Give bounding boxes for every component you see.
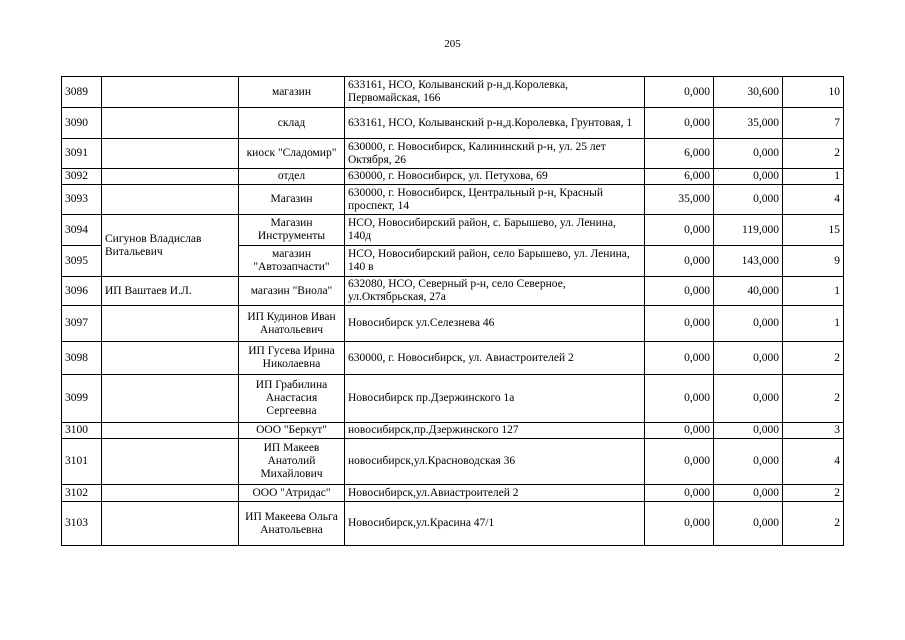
address-cell: Новосибирск ул.Селезнева 46 <box>345 306 645 342</box>
value1-cell: 0,000 <box>645 108 714 139</box>
value2-cell: 0,000 <box>714 169 783 185</box>
value1-cell: 0,000 <box>645 502 714 546</box>
address-cell: новосибирск,пр.Дзержинского 127 <box>345 423 645 439</box>
address-cell: 630000, г. Новосибирск, Калининский р-н, ул. 25 лет Октября, 26 <box>345 139 645 169</box>
page-number: 205 <box>444 38 461 50</box>
owner-cell <box>102 139 239 169</box>
table-row <box>62 185 844 215</box>
address-cell: НСО, Новосибирский район, село Барышево, ул. Ленина, 140 в <box>345 246 645 277</box>
owner-cell: ИП Ваштаев И.Л. <box>102 277 239 306</box>
registry-table <box>61 76 844 546</box>
table-row <box>62 485 844 502</box>
value3-cell: 7 <box>783 108 844 139</box>
address-cell: 630000, г. Новосибирск, ул. Петухова, 69 <box>345 169 645 185</box>
value3-cell: 10 <box>783 77 844 108</box>
owner-cell <box>102 185 239 215</box>
row-number-cell: 3095 <box>62 246 102 277</box>
owner-cell <box>102 108 239 139</box>
value2-cell: 0,000 <box>714 342 783 375</box>
row-number-cell: 3091 <box>62 139 102 169</box>
row-number-cell: 3093 <box>62 185 102 215</box>
owner-cell <box>102 439 239 485</box>
table-row <box>62 277 844 306</box>
value2-cell: 0,000 <box>714 485 783 502</box>
value1-cell: 0,000 <box>645 423 714 439</box>
row-number-cell: 3100 <box>62 423 102 439</box>
value2-cell: 30,600 <box>714 77 783 108</box>
address-cell: Новосибирск,ул.Авиастроителей 2 <box>345 485 645 502</box>
value3-cell: 1 <box>783 306 844 342</box>
address-cell: 630000, г. Новосибирск, Центральный р-н, Красный проспект, 14 <box>345 185 645 215</box>
address-cell: 633161, НСО, Колыванский р-н,д.Королевка, Первомайская, 166 <box>345 77 645 108</box>
table-row <box>62 502 844 546</box>
value2-cell: 0,000 <box>714 423 783 439</box>
value3-cell: 2 <box>783 502 844 546</box>
object-type-cell: Магазин Инструменты <box>239 215 345 246</box>
value3-cell: 1 <box>783 277 844 306</box>
value2-cell: 0,000 <box>714 185 783 215</box>
address-cell: Новосибирск,ул.Красина 47/1 <box>345 502 645 546</box>
value2-cell: 0,000 <box>714 139 783 169</box>
row-number-cell: 3101 <box>62 439 102 485</box>
owner-cell <box>102 306 239 342</box>
row-number-cell: 3089 <box>62 77 102 108</box>
object-type-cell: магазин "Автозапчасти" <box>239 246 345 277</box>
value1-cell: 0,000 <box>645 439 714 485</box>
value3-cell: 4 <box>783 439 844 485</box>
table-row <box>62 139 844 169</box>
value3-cell: 2 <box>783 485 844 502</box>
row-number-cell: 3103 <box>62 502 102 546</box>
table-row <box>62 439 844 485</box>
object-type-cell: Магазин <box>239 185 345 215</box>
owner-cell <box>102 342 239 375</box>
table-row <box>62 423 844 439</box>
row-number-cell: 3102 <box>62 485 102 502</box>
address-cell: новосибирск,ул.Красноводская 36 <box>345 439 645 485</box>
value3-cell: 2 <box>783 139 844 169</box>
object-type-cell: ИП Макеев Анатолий Михайлович <box>239 439 345 485</box>
value3-cell: 2 <box>783 375 844 423</box>
object-type-cell: киоск "Сладомир" <box>239 139 345 169</box>
owner-cell <box>102 375 239 423</box>
value1-cell: 0,000 <box>645 342 714 375</box>
owner-cell <box>102 423 239 439</box>
table-row <box>62 169 844 185</box>
value2-cell: 119,000 <box>714 215 783 246</box>
owner-cell <box>102 502 239 546</box>
row-number-cell: 3097 <box>62 306 102 342</box>
row-number-cell: 3098 <box>62 342 102 375</box>
value2-cell: 40,000 <box>714 277 783 306</box>
value1-cell: 0,000 <box>645 77 714 108</box>
object-type-cell: ИП Гусева Ирина Николаевна <box>239 342 345 375</box>
value2-cell: 143,000 <box>714 246 783 277</box>
value2-cell: 0,000 <box>714 306 783 342</box>
object-type-cell: отдел <box>239 169 345 185</box>
table-row <box>62 342 844 375</box>
object-type-cell: магазин <box>239 77 345 108</box>
value3-cell: 2 <box>783 342 844 375</box>
value3-cell: 3 <box>783 423 844 439</box>
table-row <box>62 375 844 423</box>
value1-cell: 0,000 <box>645 277 714 306</box>
row-number-cell: 3092 <box>62 169 102 185</box>
value1-cell: 6,000 <box>645 169 714 185</box>
value3-cell: 9 <box>783 246 844 277</box>
value2-cell: 0,000 <box>714 375 783 423</box>
value1-cell: 0,000 <box>645 485 714 502</box>
row-number-cell: 3099 <box>62 375 102 423</box>
owner-cell <box>102 169 239 185</box>
object-type-cell: ИП Грабилина Анастасия Сергеевна <box>239 375 345 423</box>
value1-cell: 0,000 <box>645 215 714 246</box>
address-cell: 630000, г. Новосибирск, ул. Авиастроителей 2 <box>345 342 645 375</box>
object-type-cell: склад <box>239 108 345 139</box>
value1-cell: 35,000 <box>645 185 714 215</box>
owner-cell <box>102 77 239 108</box>
value3-cell: 1 <box>783 169 844 185</box>
value3-cell: 4 <box>783 185 844 215</box>
address-cell: НСО, Новосибирский район, с. Барышево, ул. Ленина, 140д <box>345 215 645 246</box>
value2-cell: 35,000 <box>714 108 783 139</box>
table-row <box>62 306 844 342</box>
owner-cell <box>102 485 239 502</box>
table-row <box>62 215 844 246</box>
object-type-cell: ООО "Беркут" <box>239 423 345 439</box>
value1-cell: 0,000 <box>645 375 714 423</box>
row-number-cell: 3094 <box>62 215 102 246</box>
object-type-cell: ИП Кудинов Иван Анатольевич <box>239 306 345 342</box>
object-type-cell: ООО "Атридас" <box>239 485 345 502</box>
address-cell: Новосибирск пр.Дзержинского 1а <box>345 375 645 423</box>
object-type-cell: ИП Макеева Ольга Анатольевна <box>239 502 345 546</box>
address-cell: 632080, НСО, Северный р-н, село Северное, ул.Октябрьская, 27а <box>345 277 645 306</box>
address-cell: 633161, НСО, Колыванский р-н,д.Королевка, Грунтовая, 1 <box>345 108 645 139</box>
value1-cell: 6,000 <box>645 139 714 169</box>
value2-cell: 0,000 <box>714 439 783 485</box>
value1-cell: 0,000 <box>645 246 714 277</box>
value1-cell: 0,000 <box>645 306 714 342</box>
table-row <box>62 108 844 139</box>
value2-cell: 0,000 <box>714 502 783 546</box>
owner-cell: Сигунов Владислав Витальевич <box>102 215 239 277</box>
row-number-cell: 3090 <box>62 108 102 139</box>
object-type-cell: магазин "Виола" <box>239 277 345 306</box>
row-number-cell: 3096 <box>62 277 102 306</box>
value3-cell: 15 <box>783 215 844 246</box>
table-row <box>62 77 844 108</box>
